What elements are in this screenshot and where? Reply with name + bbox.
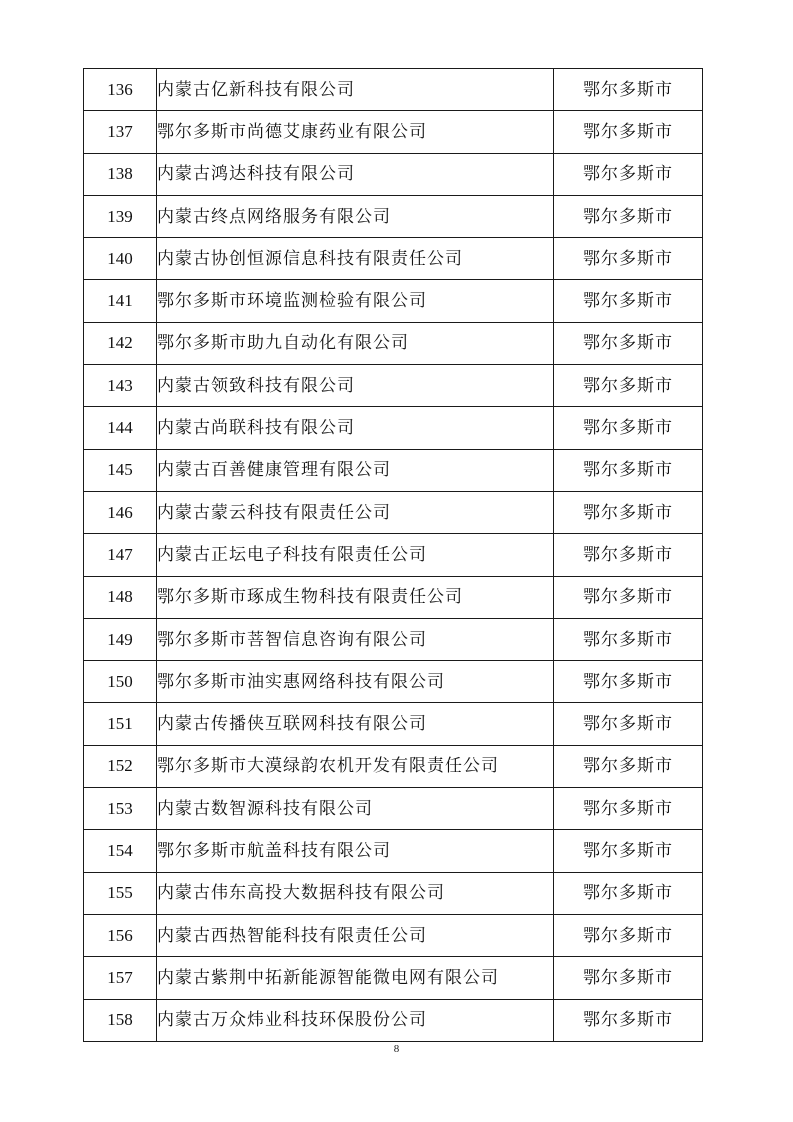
row-number-cell: 156 <box>84 914 157 956</box>
table-row <box>84 280 703 322</box>
company-name-cell: 内蒙古传播侠互联网科技有限公司 <box>157 703 554 745</box>
company-name-cell: 内蒙古蒙云科技有限责任公司 <box>157 491 554 533</box>
row-number-cell: 151 <box>84 703 157 745</box>
company-list-table <box>83 68 703 1042</box>
company-name-cell: 内蒙古万众炜业科技环保股份公司 <box>157 999 554 1041</box>
city-cell: 鄂尔多斯市 <box>554 830 703 872</box>
table-row <box>84 534 703 576</box>
company-name-cell: 内蒙古领致科技有限公司 <box>157 365 554 407</box>
row-number-cell: 147 <box>84 534 157 576</box>
table-row <box>84 788 703 830</box>
row-number-cell: 150 <box>84 661 157 703</box>
city-cell: 鄂尔多斯市 <box>554 365 703 407</box>
company-name-cell: 内蒙古伟东高投大数据科技有限公司 <box>157 872 554 914</box>
table-row <box>84 830 703 872</box>
row-number-cell: 137 <box>84 111 157 153</box>
row-number-cell: 142 <box>84 322 157 364</box>
city-cell: 鄂尔多斯市 <box>554 703 703 745</box>
row-number-cell: 154 <box>84 830 157 872</box>
table-row <box>84 999 703 1041</box>
city-cell: 鄂尔多斯市 <box>554 618 703 660</box>
company-name-cell: 内蒙古鸿达科技有限公司 <box>157 153 554 195</box>
city-cell: 鄂尔多斯市 <box>554 111 703 153</box>
row-number-cell: 141 <box>84 280 157 322</box>
city-cell: 鄂尔多斯市 <box>554 576 703 618</box>
table-row <box>84 872 703 914</box>
city-cell: 鄂尔多斯市 <box>554 153 703 195</box>
city-cell: 鄂尔多斯市 <box>554 407 703 449</box>
company-name-cell: 内蒙古百善健康管理有限公司 <box>157 449 554 491</box>
city-cell: 鄂尔多斯市 <box>554 280 703 322</box>
table-row <box>84 407 703 449</box>
company-name-cell: 内蒙古数智源科技有限公司 <box>157 788 554 830</box>
city-cell: 鄂尔多斯市 <box>554 69 703 111</box>
city-cell: 鄂尔多斯市 <box>554 914 703 956</box>
city-cell: 鄂尔多斯市 <box>554 491 703 533</box>
company-name-cell: 鄂尔多斯市大漠绿韵农机开发有限责任公司 <box>157 745 554 787</box>
row-number-cell: 138 <box>84 153 157 195</box>
row-number-cell: 149 <box>84 618 157 660</box>
row-number-cell: 140 <box>84 238 157 280</box>
city-cell: 鄂尔多斯市 <box>554 195 703 237</box>
company-name-cell: 鄂尔多斯市油实惠网络科技有限公司 <box>157 661 554 703</box>
city-cell: 鄂尔多斯市 <box>554 534 703 576</box>
table-row <box>84 238 703 280</box>
row-number-cell: 157 <box>84 957 157 999</box>
city-cell: 鄂尔多斯市 <box>554 745 703 787</box>
table-row <box>84 69 703 111</box>
company-name-cell: 鄂尔多斯市琢成生物科技有限责任公司 <box>157 576 554 618</box>
city-cell: 鄂尔多斯市 <box>554 449 703 491</box>
row-number-cell: 139 <box>84 195 157 237</box>
city-cell: 鄂尔多斯市 <box>554 661 703 703</box>
company-name-cell: 内蒙古亿新科技有限公司 <box>157 69 554 111</box>
row-number-cell: 158 <box>84 999 157 1041</box>
company-name-cell: 鄂尔多斯市菩智信息咨询有限公司 <box>157 618 554 660</box>
table-row <box>84 957 703 999</box>
company-name-cell: 内蒙古协创恒源信息科技有限责任公司 <box>157 238 554 280</box>
table-row <box>84 703 703 745</box>
row-number-cell: 145 <box>84 449 157 491</box>
page-number: 8 <box>393 1043 400 1055</box>
company-name-cell: 内蒙古尚联科技有限公司 <box>157 407 554 449</box>
company-name-cell: 鄂尔多斯市环境监测检验有限公司 <box>157 280 554 322</box>
table-row <box>84 618 703 660</box>
row-number-cell: 153 <box>84 788 157 830</box>
table-row <box>84 491 703 533</box>
company-name-cell: 内蒙古正坛电子科技有限责任公司 <box>157 534 554 576</box>
row-number-cell: 143 <box>84 365 157 407</box>
company-list-body <box>84 69 703 1042</box>
city-cell: 鄂尔多斯市 <box>554 957 703 999</box>
row-number-cell: 155 <box>84 872 157 914</box>
table-row <box>84 661 703 703</box>
company-name-cell: 鄂尔多斯市助九自动化有限公司 <box>157 322 554 364</box>
table-row <box>84 914 703 956</box>
table-row <box>84 111 703 153</box>
company-name-cell: 内蒙古西热智能科技有限责任公司 <box>157 914 554 956</box>
city-cell: 鄂尔多斯市 <box>554 322 703 364</box>
company-name-cell: 鄂尔多斯市尚德艾康药业有限公司 <box>157 111 554 153</box>
row-number-cell: 136 <box>84 69 157 111</box>
table-row <box>84 365 703 407</box>
city-cell: 鄂尔多斯市 <box>554 999 703 1041</box>
table-row <box>84 576 703 618</box>
table-row <box>84 195 703 237</box>
company-name-cell: 内蒙古终点网络服务有限公司 <box>157 195 554 237</box>
row-number-cell: 148 <box>84 576 157 618</box>
table-row <box>84 449 703 491</box>
row-number-cell: 146 <box>84 491 157 533</box>
company-name-cell: 内蒙古紫荆中拓新能源智能微电网有限公司 <box>157 957 554 999</box>
city-cell: 鄂尔多斯市 <box>554 872 703 914</box>
row-number-cell: 152 <box>84 745 157 787</box>
city-cell: 鄂尔多斯市 <box>554 788 703 830</box>
company-name-cell: 鄂尔多斯市航盖科技有限公司 <box>157 830 554 872</box>
row-number-cell: 144 <box>84 407 157 449</box>
table-row <box>84 745 703 787</box>
table-row <box>84 322 703 364</box>
city-cell: 鄂尔多斯市 <box>554 238 703 280</box>
table-row <box>84 153 703 195</box>
